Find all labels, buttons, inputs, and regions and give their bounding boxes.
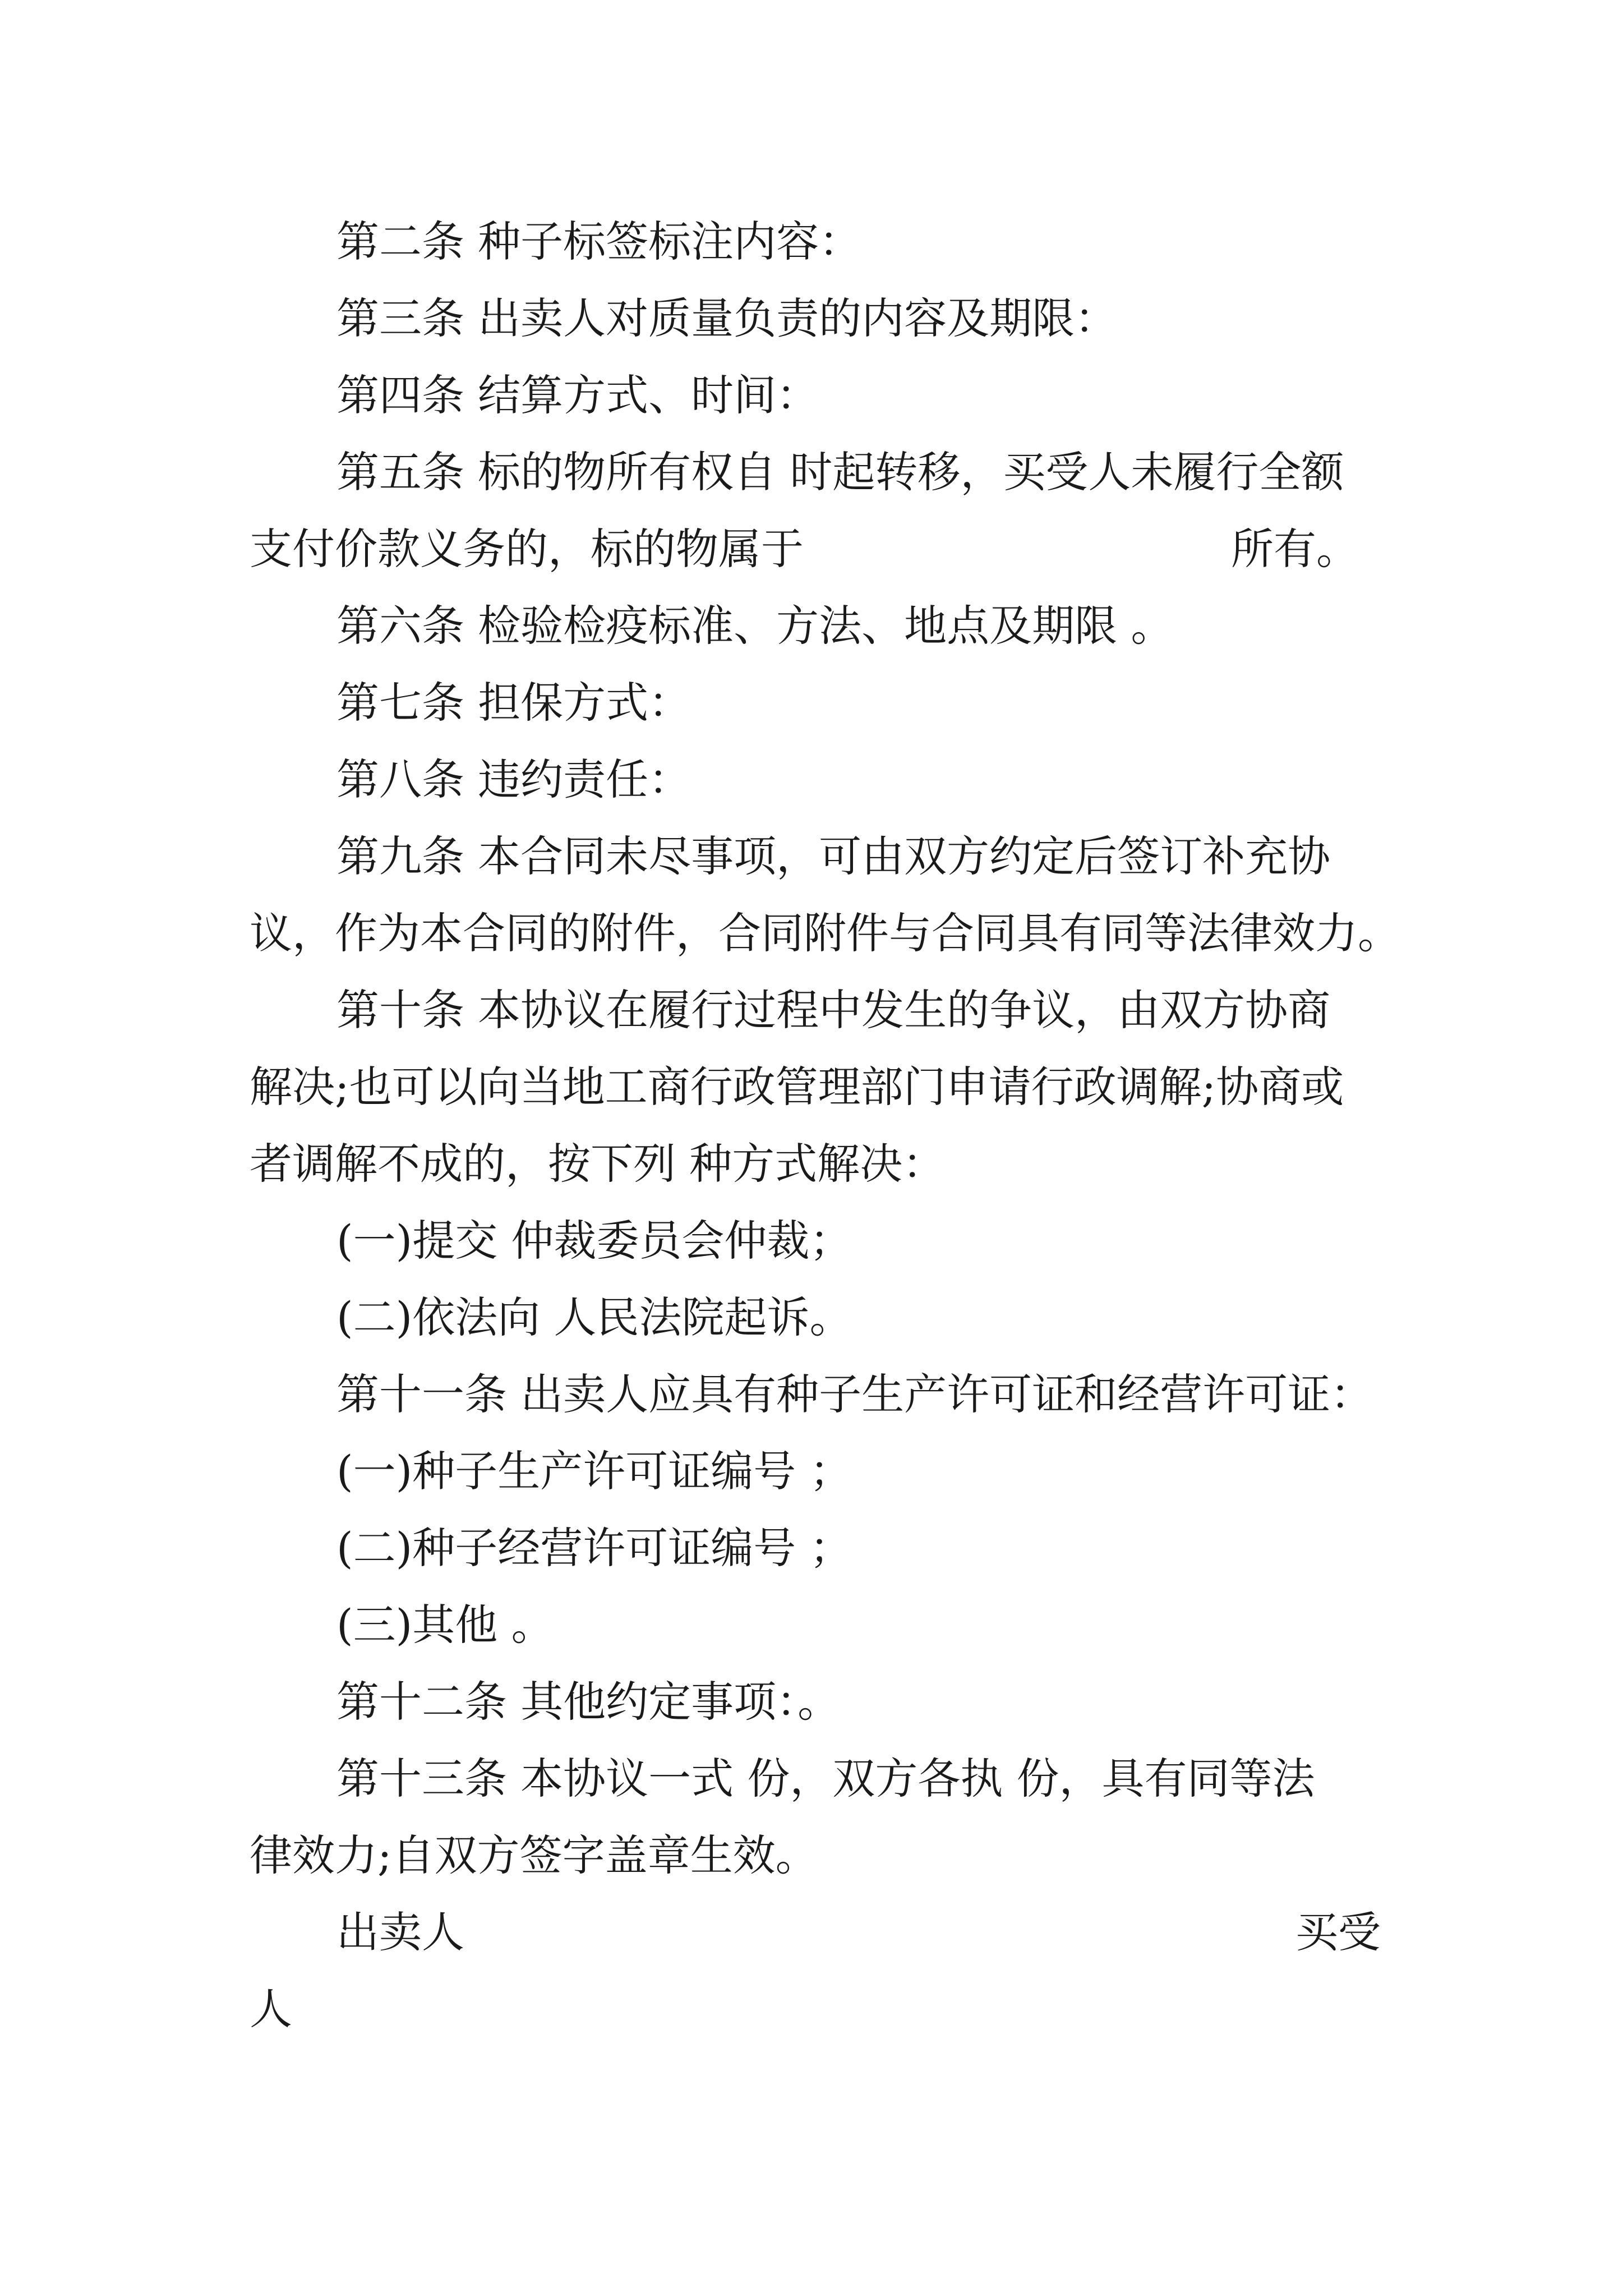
article-10-line-3: 者调解不成的，按下列 种方式解决： xyxy=(250,1139,946,1189)
article-10-line-1: 第十条 本协议在履行过程中发生的争议，由双方协商 xyxy=(336,985,1331,1035)
article-12: 第十二条 其他约定事项：。 xyxy=(336,1677,841,1727)
article-2: 第二条 种子标签标注内容： xyxy=(336,217,862,266)
article-9-line-1: 第九条 本合同未尽事项，可由双方约定后签订补充协 xyxy=(336,831,1331,881)
article-5-line-2-end: 所有。 xyxy=(1231,524,1359,574)
article-10-option-2: (二)依法向 人民法院起诉。 xyxy=(336,1292,852,1342)
article-5-line-1: 第五条 标的物所有权自 时起转移，买受人未履行全额 xyxy=(336,447,1344,497)
article-10-line-2: 解决;也可以向当地工商行政管理部门申请行政调解;协商或 xyxy=(250,1062,1344,1112)
article-6: 第六条 检验检疫标准、方法、地点及期限 。 xyxy=(336,601,1174,651)
buyer-signature-label: 买受 xyxy=(1295,1907,1381,1957)
article-13-line-2: 律效力;自双方签字盖章生效。 xyxy=(250,1830,818,1880)
article-11-option-2: (二)种子经营许可证编号 ； xyxy=(336,1523,852,1573)
buyer-signature-label-wrap: 人 xyxy=(250,1984,292,2034)
article-8: 第八条 违约责任： xyxy=(336,754,691,804)
article-9-line-2: 议，作为本合同的附件，合同附件与合同具有同等法律效力。 xyxy=(250,908,1400,958)
article-10-option-1: (一)提交 仲裁委员会仲裁； xyxy=(336,1216,852,1266)
article-7: 第七条 担保方式： xyxy=(336,678,691,728)
article-13-line-1: 第十三条 本协议一式 份，双方各执 份，具有同等法 xyxy=(336,1754,1315,1803)
article-11-option-3: (三)其他 。 xyxy=(336,1600,554,1650)
article-3: 第三条 出卖人对质量负责的内容及期限： xyxy=(336,293,1118,343)
article-5-line-2: 支付价款义务的，标的物属于 xyxy=(250,524,804,574)
article-11-option-1: (一)种子生产许可证编号 ； xyxy=(336,1446,852,1496)
seller-signature-label: 出卖人 xyxy=(336,1907,464,1957)
article-11: 第十一条 出卖人应具有种子生产许可证和经营许可证： xyxy=(336,1369,1373,1419)
article-4: 第四条 结算方式、时间： xyxy=(336,370,819,420)
